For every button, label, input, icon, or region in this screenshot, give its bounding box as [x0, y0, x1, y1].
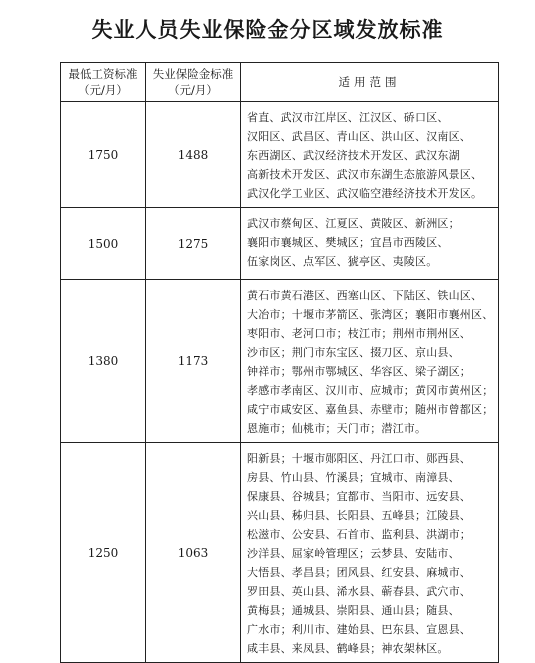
table-row	[61, 208, 499, 280]
table-row	[61, 102, 499, 208]
header-benefit-label: 失业保险金标准	[152, 67, 234, 81]
scope-line: 恩施市；仙桃市；天门市；潜江市。	[247, 422, 427, 435]
scope-line: 孝感市孝南区、汉川市、应城市；黄冈市黄州区；	[247, 384, 494, 397]
scope-line: 襄阳市襄城区、樊城区；宜昌市西陵区、	[247, 236, 449, 249]
table-row	[61, 280, 499, 443]
header-benefit	[146, 63, 241, 102]
scope-line: 咸宁市咸安区、嘉鱼县、赤壁市；随州市曾都区；	[247, 403, 494, 416]
scope-cell	[241, 443, 499, 663]
header-scope-label: 适用范围	[338, 75, 401, 89]
scope-line: 武汉化学工业区、武汉临空港经济技术开发区。	[247, 187, 483, 200]
header-min-wage-label: 最低工资标准	[68, 67, 138, 81]
benefit-cell: 1063	[146, 443, 241, 663]
benefit-cell: 1488	[146, 102, 241, 208]
scope-cell	[241, 102, 499, 208]
scope-line: 伍家岗区、点军区、猇亭区、夷陵区。	[247, 255, 438, 268]
table-row	[61, 443, 499, 663]
scope-line: 广水市；利川市、建始县、巴东县、宣恩县、	[247, 623, 471, 636]
page-title: 失业人员失业保险金分区域发放标准	[91, 18, 444, 42]
header-min-wage-unit: （元/月）	[78, 83, 128, 97]
scope-line: 沙洋县、屈家岭管理区；云梦县、安陆市、	[247, 547, 460, 560]
scope-line: 咸丰县、来凤县、鹤峰县；神农架林区。	[247, 642, 449, 655]
min-wage-cell: 1750	[61, 102, 146, 208]
scope-line: 保康县、谷城县；宜都市、当阳市、远安县、	[247, 490, 471, 503]
scope-line: 兴山县、秭归县、长阳县、五峰县；江陵县、	[247, 509, 471, 522]
scope-line: 大悟县、孝昌县；团风县、红安县、麻城市、	[247, 566, 471, 579]
scope-line: 钟祥市；鄂州市鄂城区、华容区、梁子湖区；	[247, 365, 471, 378]
scope-line: 沙市区；荆门市东宝区、掇刀区、京山县、	[247, 346, 460, 359]
scope-line: 黄石市黄石港区、西塞山区、下陆区、铁山区、	[247, 289, 483, 302]
scope-line: 省直、武汉市江岸区、江汉区、硚口区、	[247, 111, 449, 124]
header-min-wage	[61, 63, 146, 102]
min-wage-cell: 1250	[61, 443, 146, 663]
table-header-row	[61, 63, 499, 102]
scope-line: 高新技术开发区、武汉市东湖生态旅游风景区、	[247, 168, 483, 181]
scope-line: 汉阳区、武昌区、青山区、洪山区、汉南区、	[247, 130, 471, 143]
scope-line: 武汉市蔡甸区、江夏区、黄陂区、新洲区；	[247, 217, 460, 230]
benefit-cell: 1173	[146, 280, 241, 443]
scope-line: 东西湖区、武汉经济技术开发区、武汉东湖	[247, 149, 460, 162]
scope-line: 黄梅县；通城县、崇阳县、通山县；随县、	[247, 604, 460, 617]
scope-line: 松滋市、公安县、石首市、监利县、洪湖市；	[247, 528, 471, 541]
min-wage-cell: 1500	[61, 208, 146, 280]
scope-cell	[241, 280, 499, 443]
scope-line: 阳新县；十堰市郧阳区、丹江口市、郧西县、	[247, 452, 471, 465]
header-benefit-unit: （元/月）	[168, 83, 218, 97]
scope-line: 大冶市；十堰市茅箭区、张湾区；襄阳市襄州区、	[247, 308, 494, 321]
min-wage-cell: 1380	[61, 280, 146, 443]
scope-line: 枣阳市、老河口市；枝江市；荆州市荆州区、	[247, 327, 471, 340]
benefit-cell: 1275	[146, 208, 241, 280]
scope-cell	[241, 208, 499, 280]
header-scope	[241, 63, 499, 102]
scope-line: 罗田县、英山县、浠水县、蕲春县、武穴市、	[247, 585, 471, 598]
scope-line: 房县、竹山县、竹溪县；宜城市、南漳县、	[247, 471, 460, 484]
benefit-standards-table	[60, 62, 499, 663]
